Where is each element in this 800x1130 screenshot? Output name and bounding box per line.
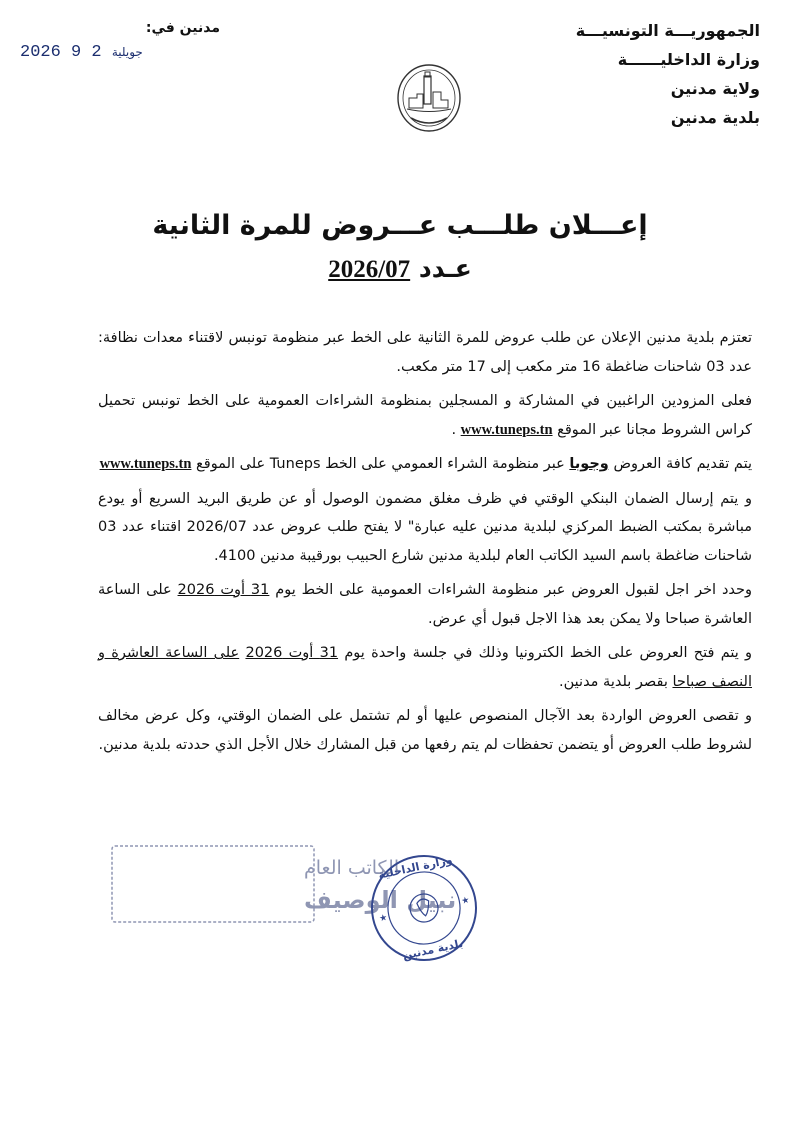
number-label: عـدد <box>418 254 472 283</box>
announcement-title: إعـــلان طلـــب عـــروض للمرة الثانية <box>152 210 648 241</box>
dateline-place: مدنين في: <box>145 20 220 36</box>
date-day: 2 9 <box>71 43 102 62</box>
paragraph-text: يتم تقديم كافة العروض <box>613 456 752 472</box>
announcement-body <box>98 324 752 759</box>
number-value: 2026/07 <box>328 256 411 283</box>
paragraph-text: عبر منظومة الشراء العمومي على الخط Tuneps على الموقع <box>196 456 565 472</box>
dateline <box>20 16 220 65</box>
paragraph-text: فعلى المزودين الراغبين في المشاركة و المسجلين بمنظومة الشراءات العمومية على الخط تونبس تحميل كراس الشروط مجانا عبر الموقع <box>98 393 752 438</box>
opening-date: 31 أوت 2026 <box>245 645 339 661</box>
dateline-date <box>20 40 220 65</box>
letterhead-line: بلدية مدنين <box>670 108 760 127</box>
municipality-emblem-icon <box>395 62 463 134</box>
letterhead-line: ولاية مدنين <box>670 79 760 98</box>
date-month: جويلية <box>111 45 143 59</box>
website-link[interactable]: www.tuneps.tn <box>460 421 553 438</box>
paragraph: و يتم إرسال الضمان البنكي الوقتي في ظرف مغلق مضمون الوصول أو عن طريق البريد السريع أو يودع مباشرة بمكتب الضبط المركزي لبلدية مدنين عليه عبارة" لا يفتح طلب عروض عدد 2026/07 اقتناء عدد 03 شاحنات ضاغطة باسم السيد الكاتب العام لبلدية مدنين شارع الحبيب بورقيبة مدنين 4100. <box>98 490 752 564</box>
stamp-name: نبيل الوصيف <box>304 886 457 914</box>
paragraph-text: وحدد اخر اجل لقبول العروض عبر منظومة الشراءات العمومية على الخط يوم <box>275 582 753 598</box>
stamp-title: الكاتب العام <box>304 857 400 879</box>
paragraph <box>98 576 752 633</box>
letterhead-line: الجمهوريـــة التونسيـــة <box>575 21 760 40</box>
round-stamp <box>368 852 480 964</box>
date-year: 2026 <box>20 43 61 62</box>
emphasis-text: وجوبا <box>569 456 609 472</box>
opening-time: على الساعة العاشرة و النصف صباحا <box>98 645 752 690</box>
tunisia-emblem-icon <box>407 891 440 924</box>
announcement-number <box>0 254 800 284</box>
letterhead-line: وزارة الداخليــــــة <box>617 50 760 69</box>
paragraph <box>98 387 752 444</box>
paragraph: و تقصى العروض الواردة بعد الآجال المنصوص عليها أو لم تشتمل على الضمان الوقتي، وكل عرض مخالف لشروط طلب العروض أو يتضمن تحفظات لم يتم رفعها من قبل المشارك خلال الأجل الذي حددته بلدية مدنين. <box>98 708 752 753</box>
letterhead <box>520 16 760 132</box>
round-stamp-bottom: بلدية مدنين <box>401 936 465 963</box>
paragraph <box>98 639 752 696</box>
paragraph-text: و يتم فتح العروض على الخط الكترونيا وذلك في جلسة واحدة يوم <box>344 645 753 661</box>
round-stamp-top: وزارة الداخلية <box>377 853 454 882</box>
paragraph-text: على الساعة العاشرة صباحا ولا يمكن بعد هذا الاجل قبول أي عرض. <box>98 582 752 627</box>
paragraph: تعتزم بلدية مدنين الإعلان عن طلب عروض للمرة الثانية على الخط عبر منظومة تونبس لاقتناء معدات نظافة: عدد 03 شاحنات ضاغطة 16 متر مكعب إلى 17 متر مكعب. <box>98 330 752 375</box>
svg-text:★: ★ <box>460 895 471 907</box>
paragraph <box>98 450 752 479</box>
deadline-date: 31 أوت 2026 <box>177 582 270 598</box>
website-link[interactable]: www.tuneps.tn <box>99 456 192 472</box>
paragraph-text: . <box>451 421 457 438</box>
svg-text:★: ★ <box>378 912 389 925</box>
paragraph-text: بقصر بلدية مدنين. <box>559 673 668 690</box>
